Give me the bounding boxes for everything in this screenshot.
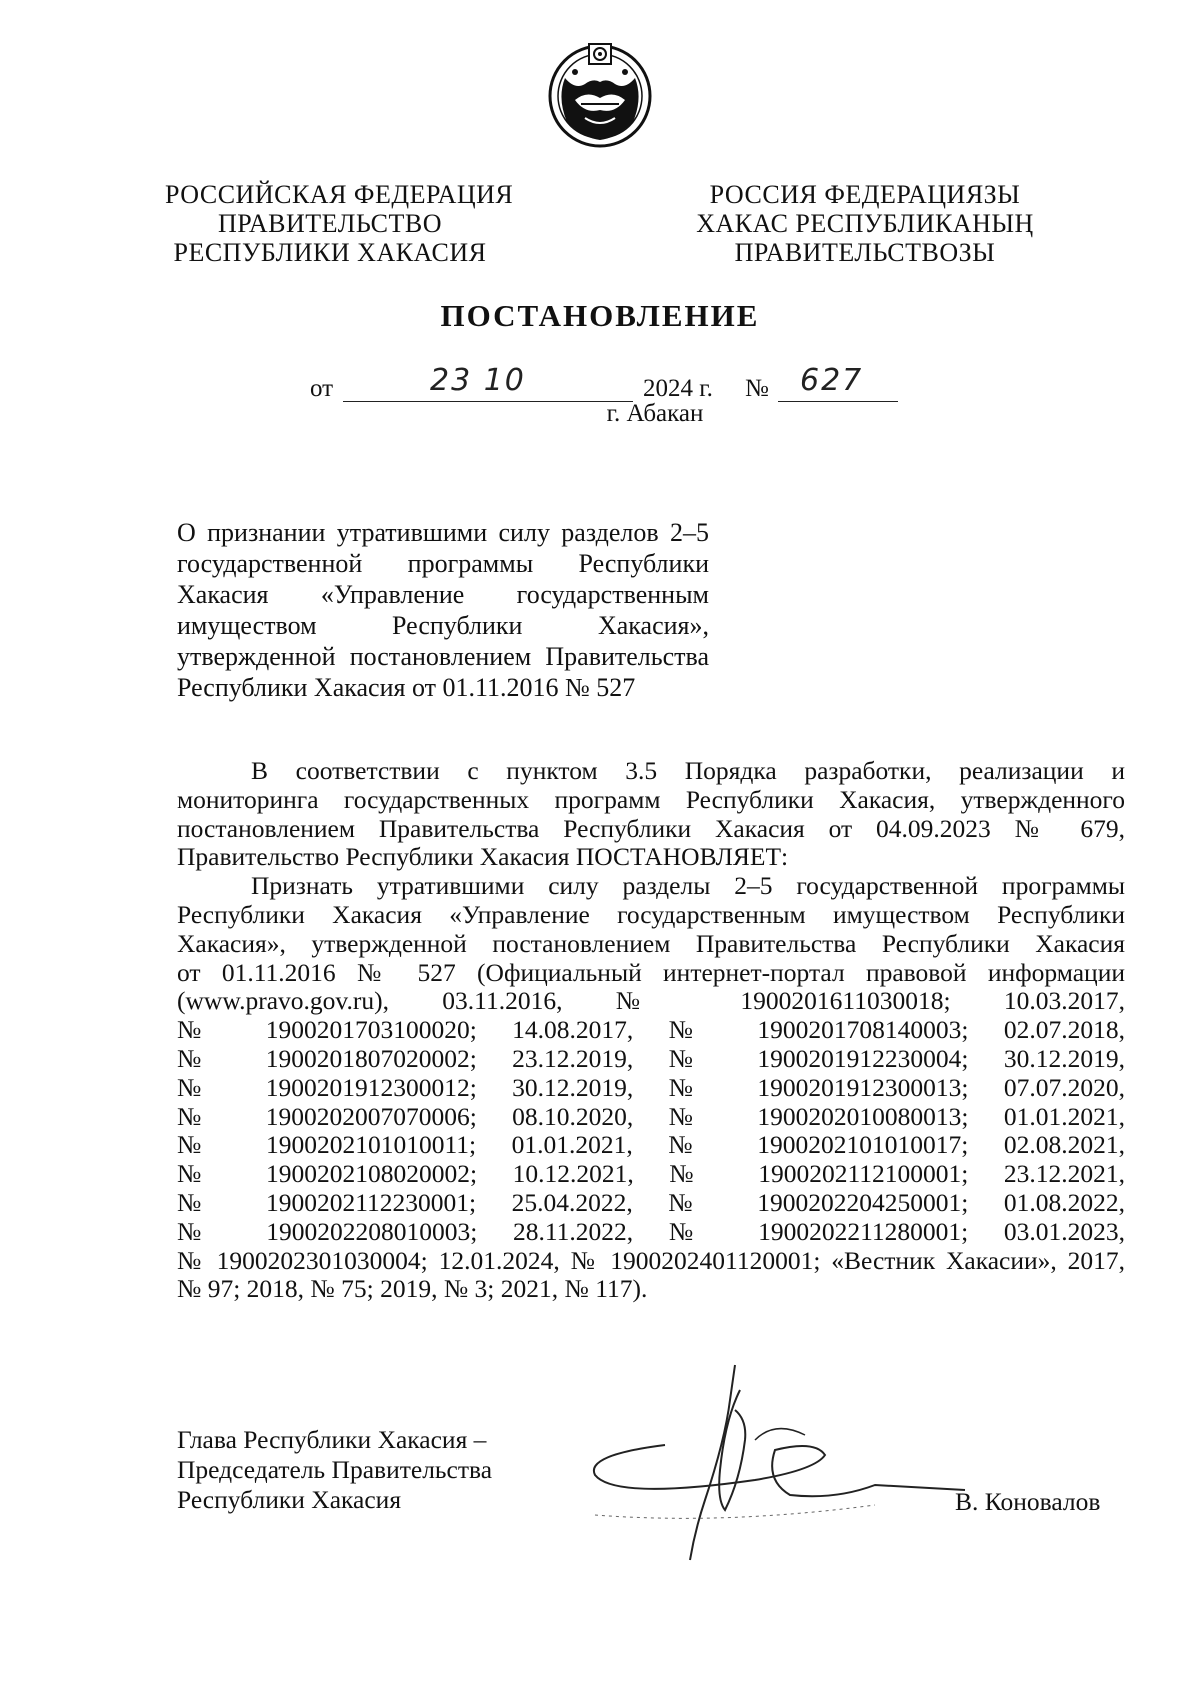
body-line: Республики Хакасия «Управление государственным имуществом Республики (177, 899, 1125, 929)
number-label: № (745, 375, 769, 402)
body-line: № 1900201912300012; 30.12.2019, № 1900201912300013; 07.07.2020, (177, 1072, 1125, 1102)
handwritten-signature (575, 1360, 975, 1570)
city-label: г. Абакан (606, 400, 704, 427)
subject-line: Хакасия «Управление государственным (177, 580, 709, 609)
signatory-position (177, 1425, 492, 1515)
subject-line: государственной программы Республики (177, 549, 709, 578)
header-right-line-1: РОССИЯ ФЕДЕРАЦИЯЗЫ (709, 180, 1021, 209)
body-line: № 97; 2018, № 75; 2019, № 3; 2021, № 117). (177, 1274, 648, 1304)
signatory-line: Республики Хакасия (177, 1485, 402, 1514)
subject-line: О признании утратившими силу разделов 2–5 (177, 518, 709, 547)
body-line: № 1900201807020002; 23.12.2019, № 1900201912230004; 30.12.2019, (177, 1043, 1125, 1073)
subject-line: Республики Хакасия от 01.11.2016 № 527 (177, 673, 636, 702)
signatory-name: В. Коновалов (955, 1487, 1101, 1516)
handwritten-number: 627 (800, 363, 864, 398)
body-line: Признать утратившими силу разделы 2–5 государственной программы (251, 871, 1125, 901)
body-line: № 1900201703100020; 14.08.2017, № 1900201708140003; 02.07.2018, (177, 1015, 1125, 1045)
body-line: Правительство Республики Хакасия ПОСТАНОВЛЯЕТ: (177, 842, 789, 872)
header-left-block (165, 180, 514, 267)
body-line: № 1900202101010011; 01.01.2021, № 1900202101010017; 02.08.2021, (177, 1130, 1125, 1160)
header-right-line-3: ПРАВИТЕЛЬСТВОЗЫ (734, 238, 996, 267)
document-type-title: ПОСТАНОВЛЕНИЕ (440, 298, 760, 333)
document-subject (177, 517, 709, 703)
subject-line: утвержденной постановлением Правительства (177, 642, 709, 671)
body-line: № 1900202112230001; 25.04.2022, № 1900202204250001; 01.08.2022, (177, 1187, 1125, 1217)
year-label: 2024 г. (643, 375, 713, 402)
handwritten-date: 23 10 (430, 363, 526, 398)
body-line: № 1900202007070006; 08.10.2020, № 1900202010080013; 01.01.2021, (177, 1101, 1125, 1131)
body-line: (www.pravo.gov.ru), 03.11.2016, № 1900201611030018; 10.03.2017, (177, 986, 1125, 1016)
date-number-line (0, 365, 1200, 405)
body-line: постановлением Правительства Республики Хакасия от 04.09.2023 № 679, (177, 813, 1125, 843)
header-left-line-3: РЕСПУБЛИКИ ХАКАСИЯ (173, 238, 487, 267)
body-line: Хакасия», утвержденной постановлением Правительства Республики Хакасия (177, 928, 1125, 958)
signatory-line: Председатель Правительства (177, 1455, 493, 1484)
body-line: № 1900202208010003; 28.11.2022, № 1900202211280001; 03.01.2023, (177, 1216, 1125, 1246)
coat-of-arms-emblem (545, 38, 655, 150)
from-label: от (310, 375, 334, 402)
header-right-line-2: ХАКАС РЕСПУБЛИКАНЫҢ (696, 209, 1034, 238)
body-line: № 1900202108020002; 10.12.2021, № 1900202112100001; 23.12.2021, (177, 1159, 1125, 1189)
header-right-block (690, 180, 1040, 267)
document-body (177, 757, 1125, 1304)
body-line: от 01.11.2016 № 527 (Официальный интернет-портал правовой информации (177, 957, 1125, 987)
header-left-line-1: РОССИЙСКАЯ ФЕДЕРАЦИЯ (165, 180, 514, 209)
body-line: В соответствии с пунктом 3.5 Порядка разработки, реализации и (251, 756, 1125, 785)
subject-line: имуществом Республики Хакасия», (177, 611, 709, 640)
body-line: № 1900202301030004; 12.01.2024, № 1900202401120001; «Вестник Хакасии», 2017, (177, 1245, 1125, 1275)
header-left-line-2: ПРАВИТЕЛЬСТВО (218, 209, 442, 238)
signatory-line: Глава Республики Хакасия – (177, 1425, 487, 1454)
body-line: мониторинга государственных программ Республики Хакасия, утвержденного (177, 784, 1125, 814)
